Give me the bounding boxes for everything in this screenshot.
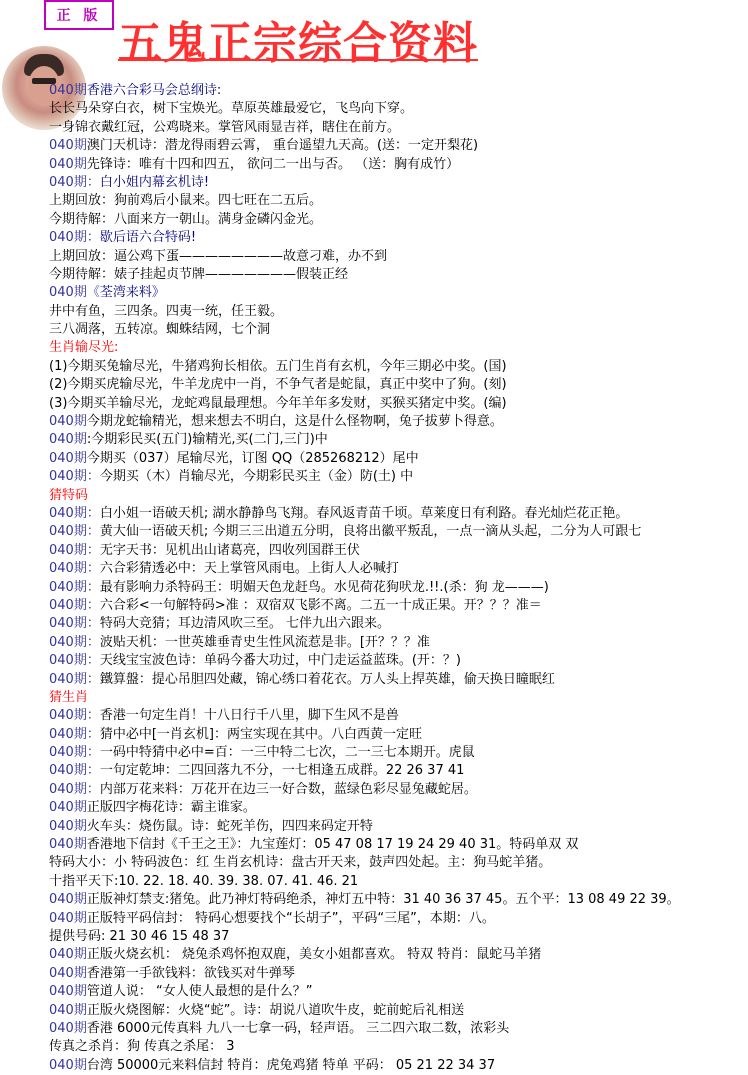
issue-prefix: 040期：	[49, 524, 100, 540]
issue-prefix: 040期	[49, 138, 87, 154]
line-text: 特码大竞猜；耳边清风吹三至。 七伴九出六跟来。	[99, 616, 390, 632]
text-line	[49, 100, 748, 118]
line-text: 三八凋落，五转凉。蜘蛛结网，七个洞	[49, 322, 271, 338]
text-line	[49, 928, 748, 946]
issue-prefix: 040期：	[49, 634, 100, 650]
line-text: 香港第一手欲钱料：欲钱买对牛弹琴	[86, 965, 295, 981]
text-line	[49, 156, 748, 174]
line-text: 正版火烧玄机： 烧兔杀鸡怀抱双鹿，美女小姐都喜欢。 特双 特肖：鼠蛇马羊猪	[86, 947, 542, 963]
line-text: 猜生肖	[49, 689, 89, 705]
text-line	[49, 376, 748, 394]
issue-prefix: 040期：	[49, 763, 100, 779]
text-line	[49, 671, 748, 689]
line-text: 今期待解：八面来方一朝山。满身金磷闪金光。	[49, 211, 323, 227]
issue-prefix: 040期：	[49, 561, 100, 577]
text-line	[49, 413, 748, 431]
line-text: 生肖输尽光:	[49, 340, 119, 356]
issue-prefix: 040期：	[49, 671, 100, 687]
text-line	[49, 82, 748, 100]
issue-prefix: 040期：	[49, 230, 100, 246]
line-text: 鐵算盤：提心吊胆四处藏，锦心绣口着花衣。万人头上捍英雄，偷天换日瞳眠红	[99, 671, 555, 687]
issue-prefix: 040期：	[49, 505, 100, 521]
text-line	[49, 965, 748, 983]
issue-prefix: 040期：	[49, 745, 100, 761]
line-text: 一码中特猜中必中=百：一三中特二七次，二一三七本期开。虎鼠	[99, 745, 475, 761]
issue-prefix: 040期	[49, 432, 87, 448]
line-text: 荃湾来料》	[99, 285, 165, 301]
text-line	[49, 468, 748, 486]
issue-prefix: 040期：	[49, 579, 100, 595]
line-text: 正版火烧图解：火烧“蛇”。诗：胡说八道吹牛皮，蛇前蛇后礼相送	[86, 1002, 465, 1018]
text-line	[49, 836, 748, 854]
text-line	[49, 597, 748, 615]
line-text: (1)今期买兔输尽光，牛猪鸡狗长相依。五门生肖有玄机，今年三期必中奖。(国)	[49, 358, 507, 374]
text-line	[49, 174, 748, 192]
line-text: 提供号码: 21 30 46 15 48 37	[49, 928, 230, 944]
issue-prefix: 040期：	[49, 469, 100, 485]
line-text: 歇后语六合特码!	[99, 230, 197, 246]
line-text: 无字天书：见机出山诸葛亮，四收列国群王伏	[99, 542, 360, 558]
issue-prefix: 040期	[49, 83, 87, 98]
issue-prefix: 040期	[49, 450, 87, 466]
line-text: 火车头：烧伤鼠。诗：蛇死羊伤，四四来码定开特	[86, 818, 373, 834]
text-line	[49, 542, 748, 560]
line-text: 六合彩<一句解特码>准 ：双宿双飞影不离。二五一十成正果。开？？？准＝	[99, 597, 542, 613]
text-line	[49, 910, 748, 928]
text-line	[49, 211, 748, 229]
text-line	[49, 560, 748, 578]
issue-prefix: 040期：	[49, 542, 100, 558]
line-text: 先锋诗：唯有十四和四五， 欲问二一出与否。 （送：胸有成竹）	[86, 156, 460, 172]
line-text: 正版四字梅花诗：霸主谁家。	[86, 800, 256, 816]
text-line	[49, 1057, 748, 1075]
line-text: 正版神灯禁支:猪兔。此乃神灯特码绝杀，神灯五中特：31 40 36 37 45。五个平：13 08 49 22 39。	[86, 892, 680, 908]
section-header	[49, 689, 748, 707]
line-text: 黄大仙一语破天机; 今期三三出道五分明，良将出徽平叛乱，一点一滴从头起，二分为人可跟七	[99, 524, 642, 540]
issue-prefix: 040期：	[49, 597, 100, 613]
line-text: 管道人说： “女人使人最想的是什么？”	[86, 984, 313, 1000]
text-line	[49, 358, 748, 376]
line-text: 上期回放：狗前鸡后小鼠来。四七旺在二五后。	[49, 193, 323, 209]
text-line	[49, 707, 748, 725]
text-line	[49, 523, 748, 541]
text-line	[49, 818, 748, 836]
line-text: 香港 6000元传真料 九八一七拿一码，轻声语。 三二四六取二数，浓彩头	[86, 1020, 510, 1036]
line-text: 猜中必中[一肖玄机]：两宝实现在其中。八白西黄一定旺	[99, 726, 422, 742]
text-line	[49, 284, 748, 302]
issue-prefix: 040期：	[49, 726, 100, 742]
text-line	[49, 248, 748, 266]
line-text: 天线宝宝波色诗：单码今番大功过，中门走运益蓝珠。(开：？)	[99, 653, 461, 669]
issue-prefix: 040期：	[49, 653, 100, 669]
text-line	[49, 726, 748, 744]
issue-prefix: 040期	[49, 837, 87, 853]
issue-prefix: 040期	[49, 892, 87, 908]
issue-prefix: 040期：	[49, 174, 100, 190]
section-header	[49, 339, 748, 357]
line-text: 一身锦衣戴红冠，公鸡晓来。掌管风雨显吉祥，瞎住在前方。	[49, 119, 401, 135]
text-line	[49, 450, 748, 468]
text-line	[49, 744, 748, 762]
issue-prefix: 040期	[49, 1020, 87, 1036]
line-text: 今期买（木）肖输尽光，今期彩民买主（金）防(土) 中	[99, 469, 414, 485]
text-line	[49, 983, 748, 1001]
line-text: 正版特平码信封： 特码心想要找个“长胡子”，平码“三尾”，本期：八。	[86, 910, 495, 926]
text-line	[49, 1002, 748, 1020]
text-line	[49, 192, 748, 210]
text-line	[49, 946, 748, 964]
issue-prefix: 040期	[49, 414, 87, 430]
issue-prefix: 040期	[49, 984, 87, 1000]
line-text: 一句定乾坤：二四回落九不分，一七相逢五成群。22 26 37 41	[99, 763, 465, 779]
line-text: 台湾 50000元来料信封 特肖：虎兔鸡猪 特单 平码： 05 21 22 34 37	[86, 1057, 496, 1073]
page-title: 五鬼正宗综合资料	[118, 18, 478, 69]
line-text: 香港一句定生肖！十八日行千八里，脚下生风不是兽	[99, 708, 399, 724]
issue-prefix: 040期	[49, 800, 87, 816]
line-text: 香港六合彩马会总纲诗:	[86, 83, 222, 98]
issue-prefix: 040期：	[49, 616, 100, 632]
line-text: 白小姐一语破天机; 湖水静静鸟飞翔。春风返青苗千顷。草莱度日有利路。春光灿烂花正艳。	[99, 505, 629, 521]
issue-prefix: 040期	[49, 818, 87, 834]
line-text: 长长马朵穿白衣，树下宝焕光。草原英雄最爱它，飞鸟向下穿。	[49, 101, 414, 117]
text-line	[49, 579, 748, 597]
issue-prefix: 040期	[49, 1057, 87, 1073]
text-line	[49, 137, 748, 155]
line-text: 波贴天机：一世英雄垂青史生性风流惹是非。[开？？？准	[99, 634, 430, 650]
text-line	[49, 266, 748, 284]
line-text: 上期回放：逼公鸡下蛋————————故意刁难，办不到	[49, 248, 388, 264]
line-text: 今期买（037）尾输尽光，订图 QQ（285268212）尾中	[86, 450, 419, 466]
text-line	[49, 634, 748, 652]
section-header	[49, 487, 748, 505]
text-line	[49, 762, 748, 780]
line-text: 十指平天下:10. 22. 18. 40. 39. 38. 07. 41. 46. 21	[49, 873, 359, 889]
issue-prefix: 040期《	[49, 285, 100, 301]
text-line	[49, 891, 748, 909]
line-text: 香港地下信封《千王之王》：九宝莲灯：05 47 08 17 19 24 29 40 31。特码单双 双	[86, 837, 579, 853]
issue-prefix: 040期	[49, 947, 87, 963]
text-line	[49, 854, 748, 872]
line-text: 白小姐内幕玄机诗!	[99, 174, 210, 190]
text-line	[49, 119, 748, 137]
text-line	[49, 431, 748, 449]
text-line	[49, 505, 748, 523]
line-text: (3)今期买羊输尽光，龙蛇鸡鼠最理想。今年羊年多发财，买猴买猪定中奖。(编)	[49, 395, 507, 411]
text-line	[49, 321, 748, 339]
issue-prefix: 040期	[49, 965, 87, 981]
text-line	[49, 303, 748, 321]
issue-prefix: 040期	[49, 910, 87, 926]
line-text: 今期龙蛇输精光，想来想去不明白，这是什么怪物啊，兔子拔萝卜得意。	[86, 414, 503, 430]
article-body	[49, 82, 748, 1075]
issue-prefix: 040期：	[49, 708, 100, 724]
text-line	[49, 873, 748, 891]
text-line	[49, 781, 748, 799]
line-text: 最有影响力杀特码王：明媚天色龙赶鸟。水见荷花狗吠龙.!!.(杀：狗 龙———)	[99, 579, 549, 595]
text-line	[49, 229, 748, 247]
text-line	[49, 652, 748, 670]
line-text: 传真之杀肖：狗 传真之杀尾： 3	[49, 1039, 235, 1055]
line-text: (2)今期买虎输尽光，牛羊龙虎中一肖，不争气者是蛇鼠，真正中奖中了狗。(刻)	[49, 377, 507, 393]
text-line	[49, 395, 748, 413]
line-text: 六合彩猜透必中：天上掌管风雨电。上街人人必喊打	[99, 561, 399, 577]
line-text: 特码大小：小 特码波色：红 生肖玄机诗：盘古开天来，鼓声四处起。主：狗马蛇羊猪。	[49, 855, 552, 871]
issue-prefix: 040期	[49, 1002, 87, 1018]
line-text: :今期彩民买(五门)输精光,买(二门,三门)中	[86, 432, 328, 448]
edition-badge: 正 版	[44, 0, 114, 30]
text-line	[49, 1020, 748, 1038]
line-text: 猜特码	[49, 487, 89, 503]
line-text: 内部万花来料：万花开在边三一好合数，蓝绿色彩尽显兔藏蛇居。	[99, 781, 477, 797]
issue-prefix: 040期：	[49, 781, 100, 797]
text-line	[49, 615, 748, 633]
text-line	[49, 1038, 748, 1056]
issue-prefix: 040期	[49, 156, 87, 172]
line-text: 澳门天机诗：潜龙得雨碧云霄， 重台遥望九天高。(送：一定开梨花)	[86, 138, 479, 154]
line-text: 井中有鱼，三四条。四夷一统，任王毅。	[49, 303, 284, 319]
line-text: 今期待解：婊子挂起贞节牌———————假装正经	[49, 266, 349, 282]
text-line	[49, 799, 748, 817]
